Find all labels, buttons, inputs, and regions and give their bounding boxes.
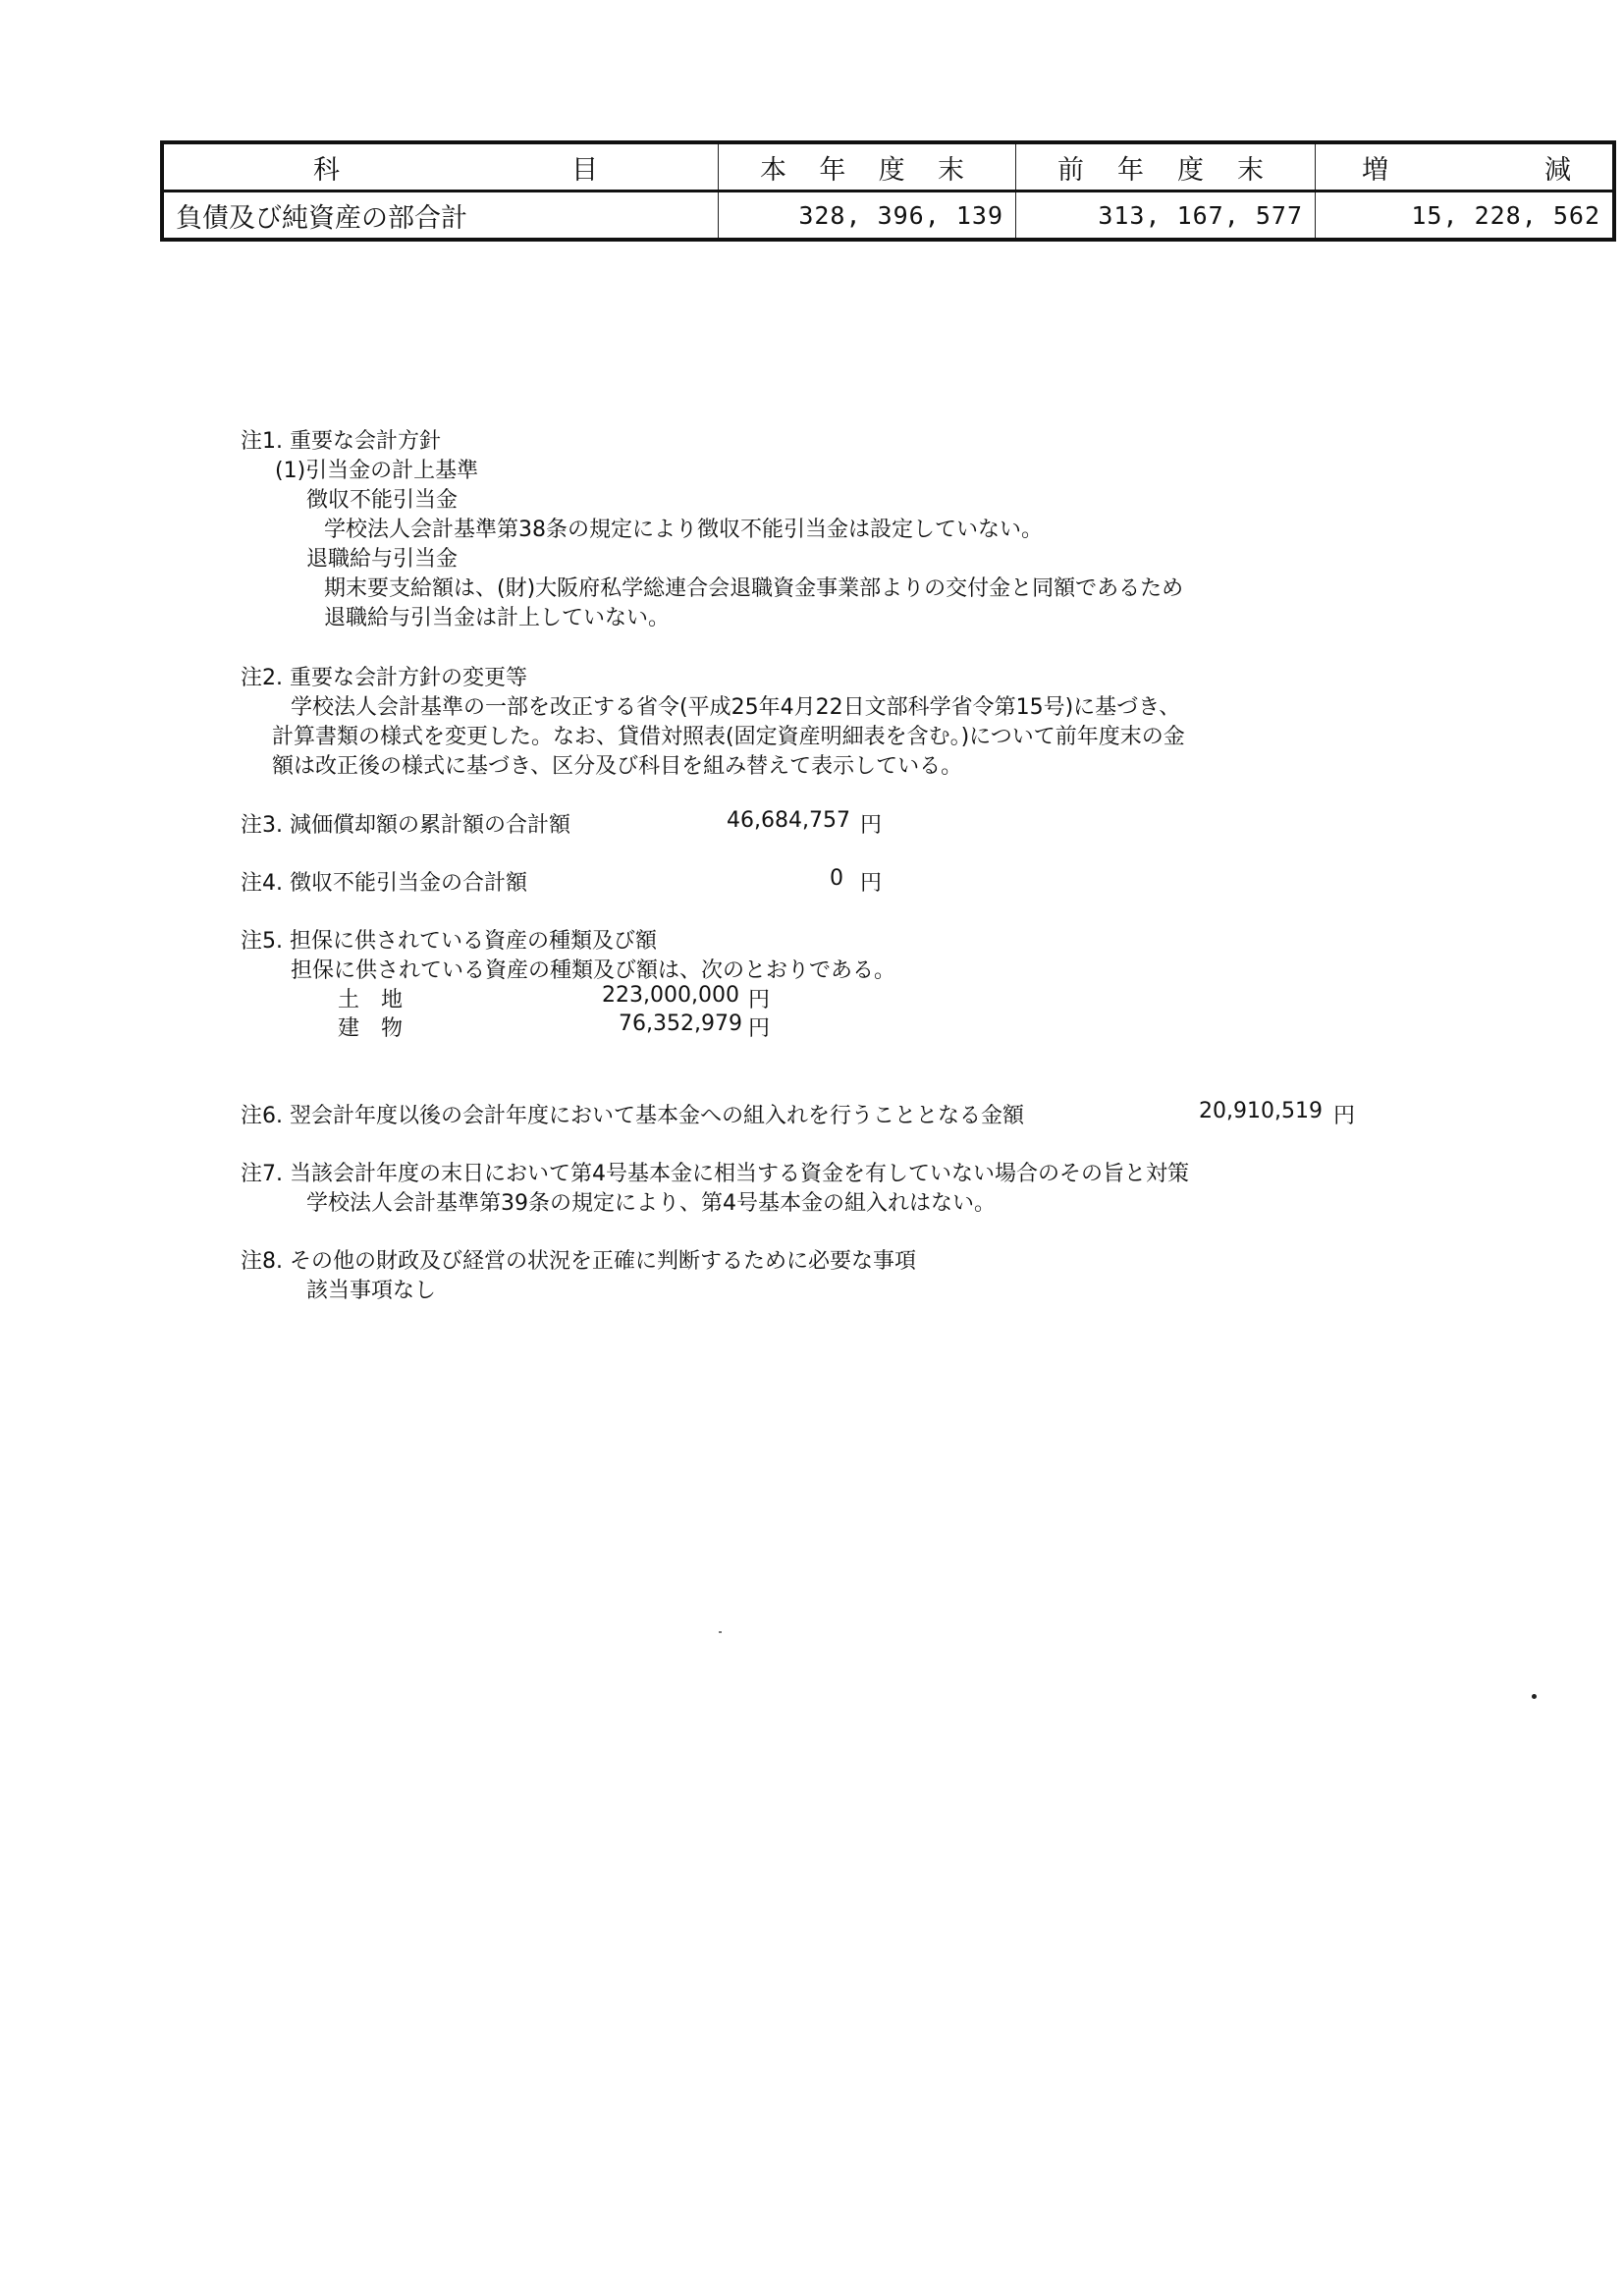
note5-building-amount: 76,352,979 bbox=[619, 1011, 742, 1036]
header-char: 度 bbox=[878, 154, 905, 186]
header-subject bbox=[162, 142, 719, 191]
header-previous-year bbox=[1016, 142, 1316, 191]
header-char: 目 bbox=[571, 154, 598, 186]
header-change bbox=[1316, 142, 1615, 191]
note4-title: 注4. 徴収不能引当金の合計額 bbox=[241, 871, 527, 896]
note7-title: 注7. 当該会計年度の末日において第4号基本金に相当する資金を有していない場合のその旨と対策 bbox=[241, 1162, 1189, 1186]
note2-title: 注2. 重要な会計方針の変更等 bbox=[241, 666, 527, 690]
header-subject-text bbox=[176, 148, 706, 187]
header-char: 前 bbox=[1057, 154, 1084, 186]
note3-title: 注3. 減価償却額の累計額の合計額 bbox=[241, 813, 570, 838]
row-label: 負債及び純資産の部合計 bbox=[162, 191, 719, 241]
header-char: 増 bbox=[1362, 154, 1388, 186]
scan-speck bbox=[719, 1631, 722, 1633]
note2-text1: 学校法人会計基準の一部を改正する省令(平成25年4月22日文部科学省令第15号)に基づき、 bbox=[291, 695, 1181, 720]
note1-a-title: 徴収不能引当金 bbox=[306, 488, 459, 513]
note1-subtitle: (1)引当金の計上基準 bbox=[275, 459, 479, 483]
header-char: 末 bbox=[937, 154, 964, 186]
note1-title: 注1. 重要な会計方針 bbox=[241, 429, 441, 454]
note6-title: 注6. 翌会計年度以後の会計年度において基本金への組入れを行うこととなる金額 bbox=[241, 1104, 1024, 1128]
table-header-row bbox=[162, 142, 1614, 191]
note5-title: 注5. 担保に供されている資産の種類及び額 bbox=[241, 929, 657, 954]
note5-building-yen: 円 bbox=[748, 1016, 771, 1041]
header-char: 減 bbox=[1544, 154, 1571, 186]
note4-yen: 円 bbox=[860, 871, 883, 896]
note1-b-text1: 期末要支給額は、(財)大阪府私学総連合会退職資金事業部よりの交付金と同額であるため bbox=[324, 576, 1184, 601]
note5-land-amount: 223,000,000 bbox=[602, 983, 739, 1008]
header-change-text bbox=[1327, 148, 1600, 187]
header-previous-year-text bbox=[1028, 148, 1303, 187]
summary-table bbox=[160, 140, 1616, 242]
note1-b-text2: 退職給与引当金は計上していない。 bbox=[324, 606, 671, 630]
note5-building-label: 建 物 bbox=[338, 1016, 404, 1041]
row-previous: 313, 167, 577 bbox=[1016, 191, 1316, 241]
note6-yen: 円 bbox=[1333, 1104, 1356, 1128]
note2-text3: 額は改正後の様式に基づき、区分及び科目を組み替えて表示している。 bbox=[272, 754, 963, 779]
note8-title: 注8. その他の財政及び経営の状況を正確に判断するために必要な事項 bbox=[241, 1249, 916, 1274]
scan-speck bbox=[1532, 1694, 1537, 1699]
header-char: 本 bbox=[760, 154, 786, 186]
row-current: 328, 396, 139 bbox=[719, 191, 1016, 241]
note3-amount: 46,684,757 bbox=[727, 808, 850, 833]
header-current-year-text bbox=[731, 148, 1003, 187]
note4-amount: 0 bbox=[830, 866, 843, 891]
row-change: 15, 228, 562 bbox=[1316, 191, 1615, 241]
header-char: 年 bbox=[1117, 154, 1144, 186]
header-char: 末 bbox=[1237, 154, 1264, 186]
header-char: 年 bbox=[819, 154, 846, 186]
note8-text: 該当事項なし bbox=[306, 1279, 437, 1303]
note3-yen: 円 bbox=[860, 813, 883, 838]
note1-a-text: 学校法人会計基準第38条の規定により徴収不能引当金は設定していない。 bbox=[324, 518, 1043, 542]
note7-text: 学校法人会計基準第39条の規定により、第4号基本金の組入れはない。 bbox=[306, 1191, 996, 1216]
table-row bbox=[162, 191, 1614, 241]
header-char: 度 bbox=[1177, 154, 1204, 186]
note5-land-yen: 円 bbox=[748, 988, 771, 1012]
note2-text2: 計算書類の様式を変更した。なお、貸借対照表(固定資産明細表を含む。)について前年度末の金 bbox=[272, 725, 1185, 749]
note5-land-label: 土 地 bbox=[338, 988, 404, 1012]
header-current-year bbox=[719, 142, 1016, 191]
note5-text: 担保に供されている資産の種類及び額は、次のとおりである。 bbox=[291, 958, 896, 983]
note1-b-title: 退職給与引当金 bbox=[306, 547, 459, 572]
note6-amount: 20,910,519 bbox=[1199, 1099, 1323, 1123]
header-char: 科 bbox=[313, 154, 340, 186]
